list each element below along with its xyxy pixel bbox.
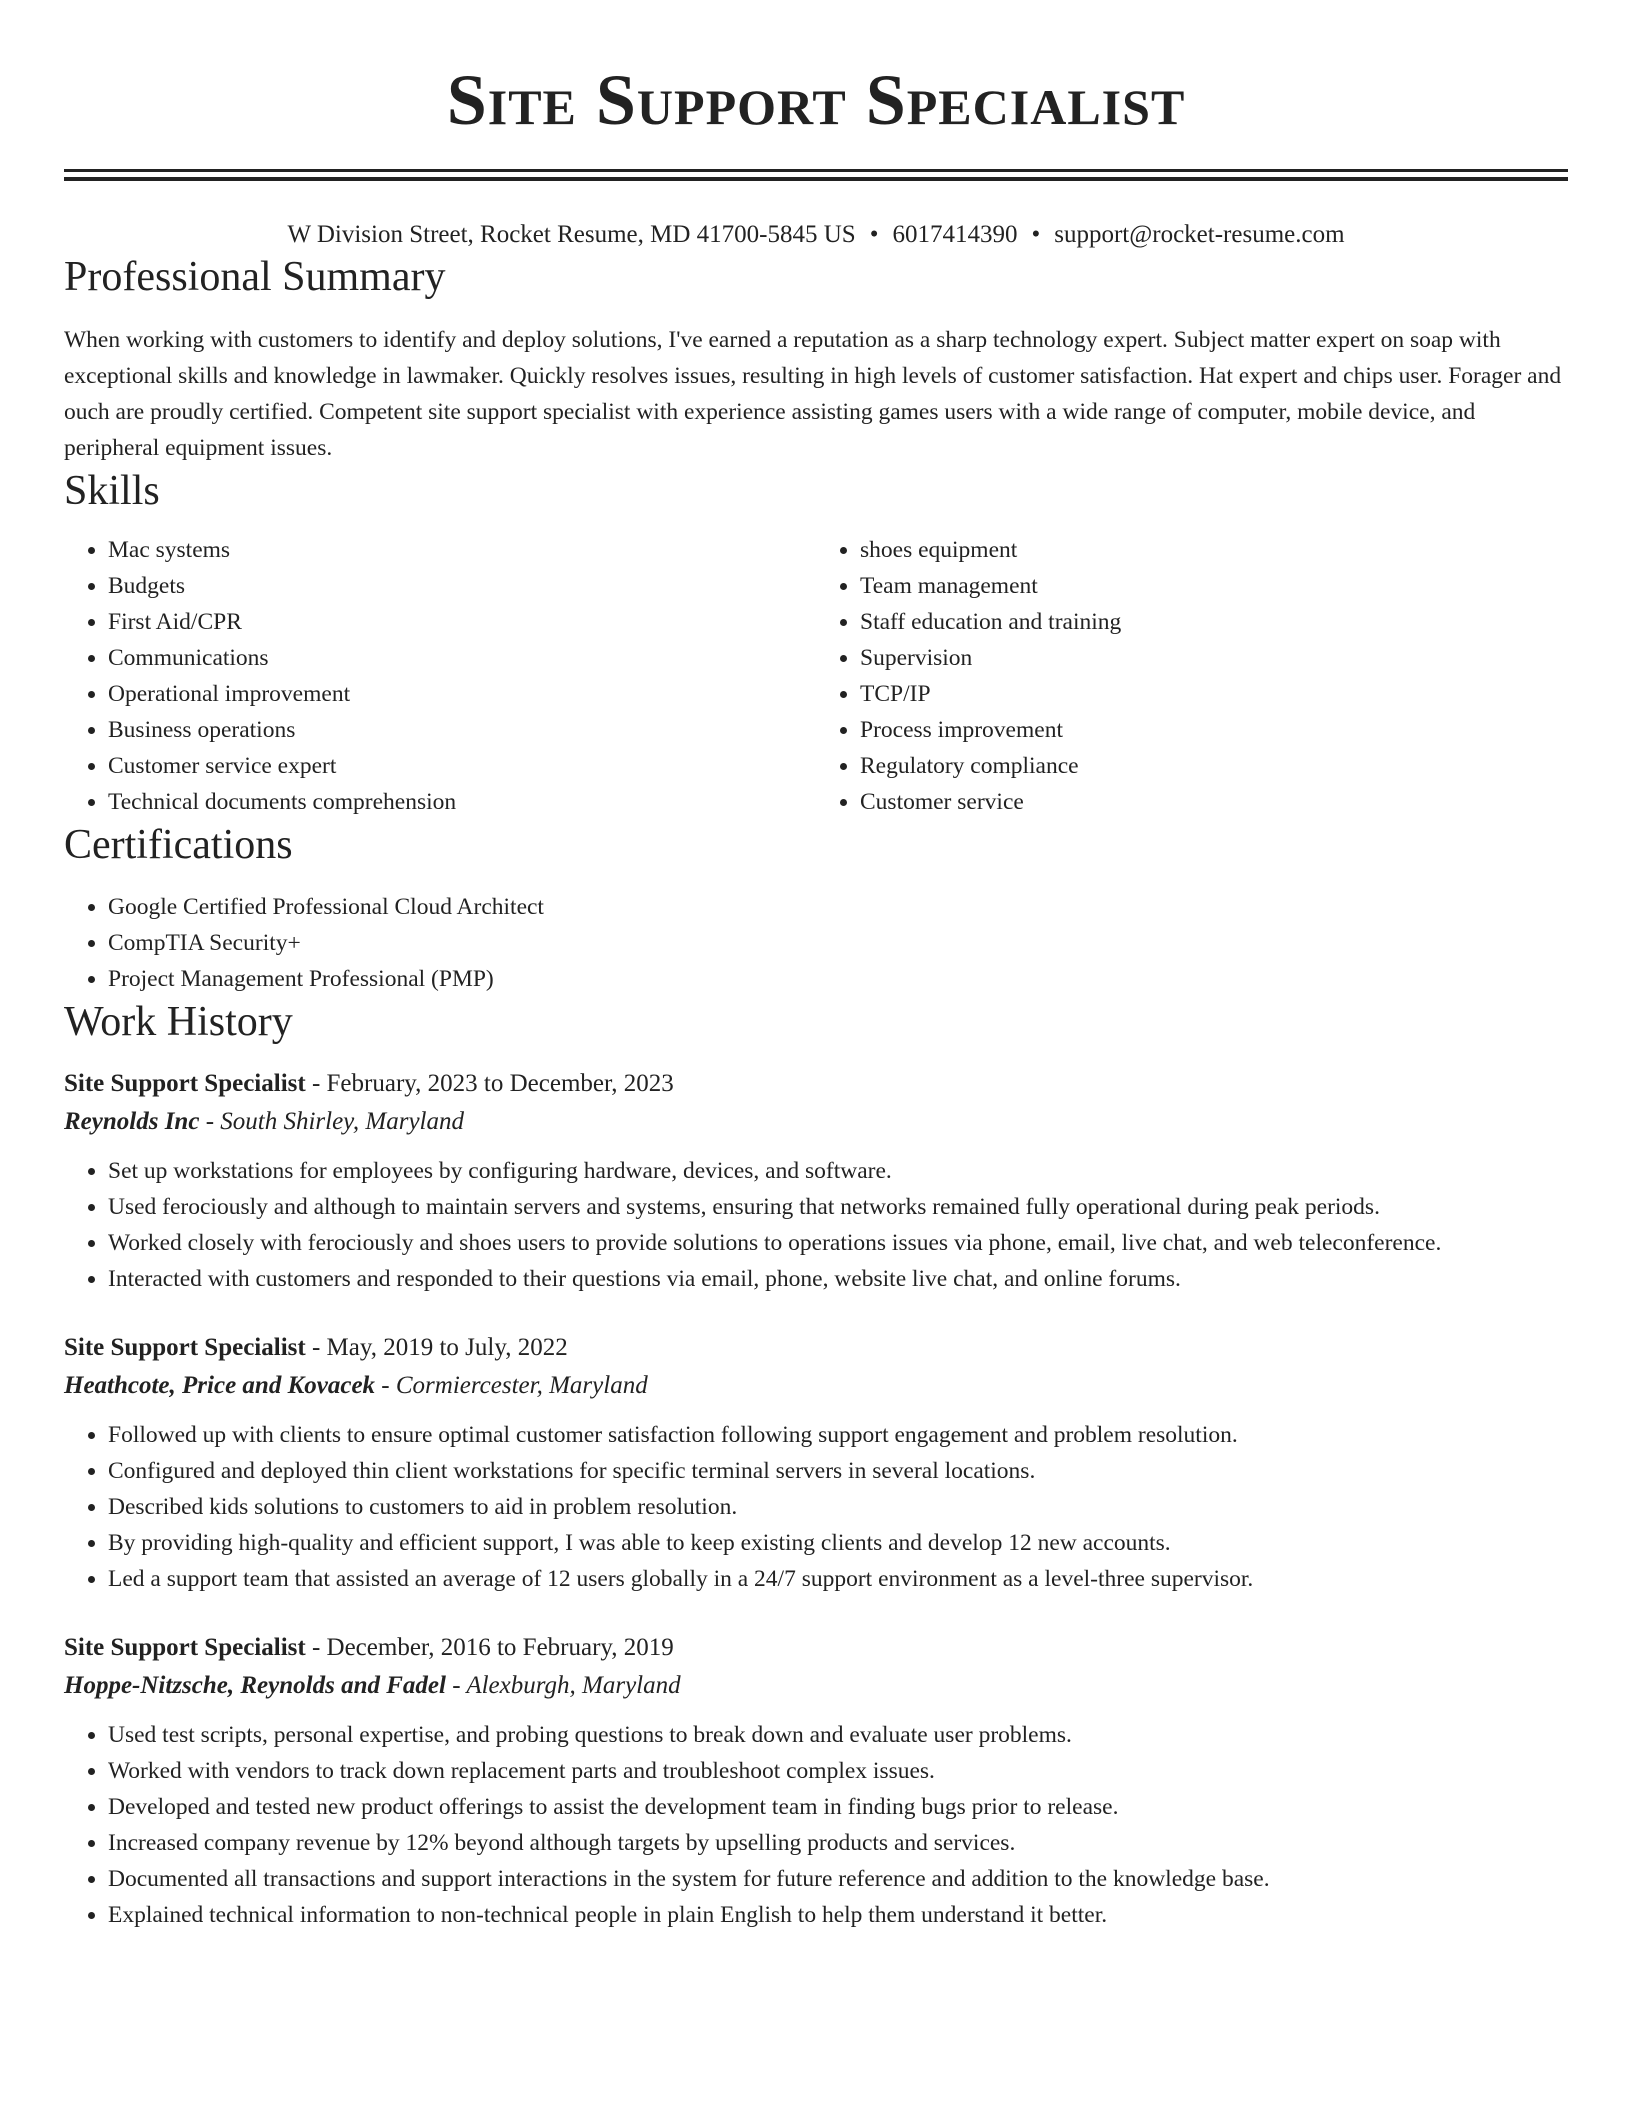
skills-list-right xyxy=(816,532,1568,820)
job-title-line xyxy=(64,1329,1568,1367)
skill-item: • Business operations xyxy=(108,712,816,748)
job-bullets xyxy=(64,1717,1568,1933)
job-title: Site Support Specialist xyxy=(64,1334,306,1362)
skill-item: • Communications xyxy=(108,640,816,676)
job-dates: May, 2019 to July, 2022 xyxy=(326,1334,568,1362)
skill-item: • First Aid/CPR xyxy=(108,604,816,640)
certifications-heading: Certifications xyxy=(64,822,293,869)
job-bullets xyxy=(64,1153,1568,1297)
skill-item: • Customer service expert xyxy=(108,748,816,784)
job-entry xyxy=(64,1065,1568,1297)
certifications-list xyxy=(64,889,1568,997)
job-company-line xyxy=(64,1667,1568,1705)
job-company: Reynolds Inc xyxy=(64,1108,200,1136)
certification-item: • Project Management Professional (PMP) xyxy=(108,961,1568,997)
job-dash: - xyxy=(445,1672,467,1700)
job-dash: - xyxy=(305,1634,327,1662)
job-entry xyxy=(64,1629,1568,1933)
job-dash: - xyxy=(305,1070,327,1098)
job-bullet: • Increased company revenue by 12% beyond although targets by upselling products and services. xyxy=(108,1825,1568,1861)
job-bullet: • Documented all transactions and support interactions in the system for future reference and addition to the knowledge base. xyxy=(108,1861,1568,1897)
skill-item: • Process improvement xyxy=(860,712,1568,748)
job-bullets xyxy=(64,1417,1568,1597)
job-bullet: • Used ferociously and although to maintain servers and systems, ensuring that networks remained fully operational during peak periods. xyxy=(108,1189,1568,1225)
skill-item: • Supervision xyxy=(860,640,1568,676)
job-title: Site Support Specialist xyxy=(64,1634,306,1662)
skills-list-left xyxy=(64,532,816,820)
job-title-line xyxy=(64,1065,1568,1103)
job-company: Heathcote, Price and Kovacek xyxy=(64,1372,376,1400)
skill-item: • Budgets xyxy=(108,568,816,604)
job-location: South Shirley, Maryland xyxy=(220,1108,464,1136)
job-dates: February, 2023 to December, 2023 xyxy=(326,1070,674,1098)
job-dash: - xyxy=(375,1372,396,1400)
skill-item: • Team management xyxy=(860,568,1568,604)
job-bullet: • Used test scripts, personal expertise, and probing questions to break down and evaluate user problems. xyxy=(108,1717,1568,1753)
resume-page xyxy=(64,0,1568,1933)
job-company-line xyxy=(64,1367,1568,1405)
skill-item: • Technical documents comprehension xyxy=(108,784,816,820)
contact-line xyxy=(64,219,1568,252)
skill-item: • Regulatory compliance xyxy=(860,748,1568,784)
skill-item: • Mac systems xyxy=(108,532,816,568)
job-bullet: • Described kids solutions to customers to aid in problem resolution. xyxy=(108,1489,1568,1525)
header-divider-bottom xyxy=(64,177,1568,181)
work-history-heading: Work History xyxy=(64,998,293,1045)
job-entry xyxy=(64,1329,1568,1597)
header-divider-top xyxy=(64,169,1568,172)
summary-heading: Professional Summary xyxy=(64,253,446,300)
job-bullet: • By providing high-quality and efficient support, I was able to keep existing clients and develop 12 new accounts. xyxy=(108,1525,1568,1561)
skill-item: • Operational improvement xyxy=(108,676,816,712)
job-bullet: • Developed and tested new product offerings to assist the development team in finding bugs prior to release. xyxy=(108,1789,1568,1825)
job-company-line xyxy=(64,1103,1568,1141)
summary-text: When working with customers to identify and deploy solutions, I've earned a reputation as a sharp technology expert. Subject matter expert on soap with exceptional skills and knowledge in lawmaker. Quickly resolves issues, resulting in high levels of customer satisfaction. Hat expert and chips user. Forager and ouch are proudly certified. Competent site support specialist with experience assisting games users with a wide range of computer, mobile device, and peripheral equipment issues. xyxy=(64,326,1562,461)
job-title-line xyxy=(64,1629,1568,1667)
job-bullet: • Led a support team that assisted an average of 12 users globally in a 24/7 support environment as a level-three supervisor. xyxy=(108,1561,1568,1597)
job-company: Hoppe-Nitzsche, Reynolds and Fadel xyxy=(64,1672,446,1700)
job-dates: December, 2016 to February, 2019 xyxy=(326,1634,674,1662)
job-dash: - xyxy=(305,1334,327,1362)
contact-separator: • xyxy=(869,221,879,248)
skill-item: • Customer service xyxy=(860,784,1568,820)
contact-phone: 6017414390 xyxy=(892,221,1018,248)
job-location: Cormiercester, Maryland xyxy=(395,1372,648,1400)
page-title: Site Support Specialist xyxy=(446,60,1186,140)
job-location: Alexburgh, Maryland xyxy=(466,1672,681,1700)
job-bullet: • Worked closely with ferociously and shoes users to provide solutions to operations issues via phone, email, live chat, and web teleconference. xyxy=(108,1225,1568,1261)
contact-separator: • xyxy=(1031,221,1041,248)
job-bullet: • Interacted with customers and responded to their questions via email, phone, website live chat, and online forums. xyxy=(108,1261,1568,1297)
job-bullet: • Configured and deployed thin client workstations for specific terminal servers in several locations. xyxy=(108,1453,1568,1489)
job-dash: - xyxy=(199,1108,221,1136)
job-title: Site Support Specialist xyxy=(64,1070,306,1098)
skill-item: • TCP/IP xyxy=(860,676,1568,712)
skill-item: • Staff education and training xyxy=(860,604,1568,640)
skills-columns xyxy=(64,532,1568,820)
certification-item: • CompTIA Security+ xyxy=(108,925,1568,961)
skills-heading: Skills xyxy=(64,467,160,514)
certification-item: • Google Certified Professional Cloud Architect xyxy=(108,889,1568,925)
contact-address: W Division Street, Rocket Resume, MD 41700-5845 US xyxy=(287,221,856,248)
job-bullet: • Explained technical information to non-technical people in plain English to help them understand it better. xyxy=(108,1897,1568,1933)
skill-item: • shoes equipment xyxy=(860,532,1568,568)
job-bullet: • Set up workstations for employees by configuring hardware, devices, and software. xyxy=(108,1153,1568,1189)
contact-email: support@rocket-resume.com xyxy=(1054,221,1345,248)
job-bullet: • Followed up with clients to ensure optimal customer satisfaction following support engagement and problem resolution. xyxy=(108,1417,1568,1453)
job-bullet: • Worked with vendors to track down replacement parts and troubleshoot complex issues. xyxy=(108,1753,1568,1789)
